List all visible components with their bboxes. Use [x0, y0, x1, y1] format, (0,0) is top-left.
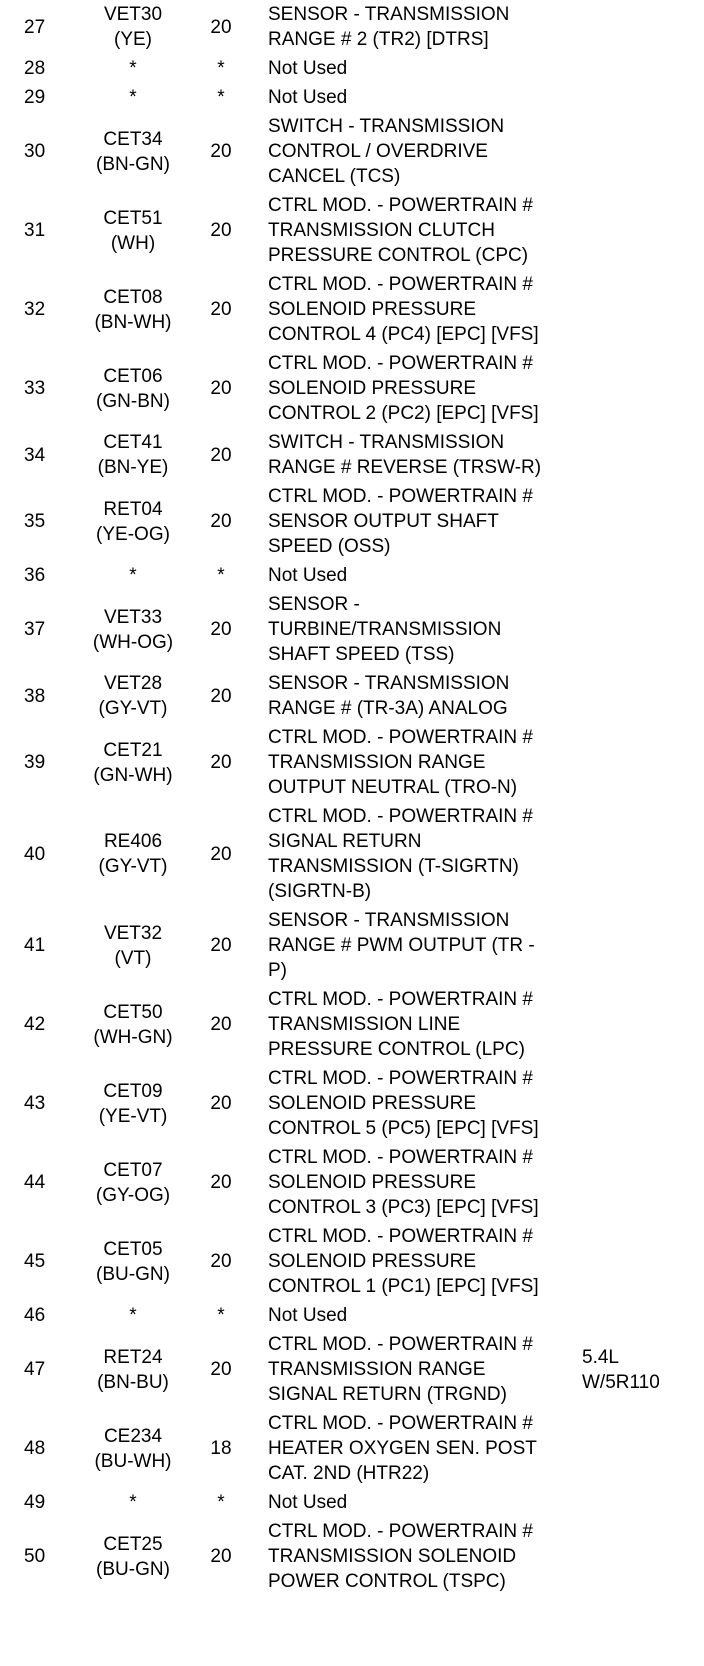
- note-line: W/5R110: [582, 1371, 660, 1393]
- option-note: [582, 590, 704, 669]
- function-line: CTRL MOD. - POWERTRAIN #: [268, 1068, 533, 1089]
- wire-color: (GY-VT): [98, 856, 168, 877]
- pin-row: [0, 54, 704, 83]
- pin-row: [0, 802, 704, 906]
- wire-gauge: 20: [210, 619, 232, 640]
- circuit-cell: [82, 482, 184, 561]
- function-line: SENSOR - TRANSMISSION: [268, 910, 510, 931]
- circuit-function: [258, 191, 582, 270]
- pin-row: [0, 1409, 704, 1488]
- pin-number: 27: [24, 16, 46, 38]
- function-line: SOLENOID PRESSURE: [268, 1172, 476, 1193]
- wire-gauge: 20: [210, 444, 232, 466]
- wire-color: (BU-WH): [94, 1450, 172, 1472]
- circuit-cell: [82, 428, 184, 482]
- function-line: SIGNAL RETURN (TRGND): [268, 1384, 507, 1405]
- wire-gauge: 20: [210, 935, 232, 956]
- option-note: [582, 1222, 704, 1301]
- circuit-id: *: [129, 87, 137, 108]
- circuit-cell: [82, 83, 184, 112]
- circuit-id: CET05: [103, 1238, 163, 1260]
- circuit-cell: [82, 191, 184, 270]
- circuit-cell: [82, 1488, 184, 1517]
- pin-row: [0, 1064, 704, 1143]
- wire-color: (BN-GN): [96, 153, 170, 175]
- function-line: CTRL MOD. - POWERTRAIN #: [268, 989, 533, 1010]
- option-note: [582, 428, 704, 482]
- circuit-id: CET08: [103, 286, 163, 308]
- function-line: CTRL MOD. - POWERTRAIN #: [268, 1521, 533, 1542]
- pin-row: [0, 723, 704, 802]
- pin-number: 38: [24, 685, 46, 707]
- circuit-id: CET25: [103, 1533, 163, 1555]
- circuit-cell: [82, 723, 184, 802]
- circuit-function: [258, 802, 582, 906]
- pin-number: 30: [24, 141, 46, 162]
- wire-gauge: 20: [210, 378, 232, 399]
- circuit-cell: [82, 906, 184, 985]
- function-line: CONTROL 1 (PC1) [EPC] [VFS]: [268, 1276, 539, 1297]
- function-line: CONTROL 5 (PC5) [EPC] [VFS]: [268, 1118, 539, 1139]
- circuit-id: CET34: [103, 128, 163, 150]
- function-line: SENSOR - TRANSMISSION: [268, 4, 510, 25]
- pin-row: [0, 191, 704, 270]
- option-note: [582, 112, 704, 191]
- function-line: CTRL MOD. - POWERTRAIN #: [268, 195, 533, 216]
- function-line: POWER CONTROL (TSPC): [268, 1571, 506, 1592]
- option-note: [582, 1064, 704, 1143]
- circuit-id: CET21: [103, 739, 163, 761]
- function-line: SOLENOID PRESSURE: [268, 299, 476, 320]
- pin-row: [0, 561, 704, 590]
- option-note: [582, 54, 704, 83]
- function-line: HEATER OXYGEN SEN. POST: [268, 1438, 537, 1459]
- note-line: 5.4L: [582, 1346, 619, 1368]
- wire-color: (WH): [110, 232, 156, 254]
- wire-gauge: *: [217, 1492, 225, 1513]
- pin-row: [0, 270, 704, 349]
- function-line: CTRL MOD. - POWERTRAIN #: [268, 353, 533, 374]
- wire-gauge: *: [217, 1305, 225, 1326]
- circuit-function: [258, 1409, 582, 1488]
- circuit-function: [258, 428, 582, 482]
- option-note: [582, 985, 704, 1064]
- pin-number: 40: [24, 843, 46, 865]
- option-note: [582, 270, 704, 349]
- circuit-function: [258, 112, 582, 191]
- wire-gauge: *: [217, 87, 225, 108]
- wire-color: (BU-GN): [96, 1263, 170, 1285]
- function-line: TURBINE/TRANSMISSION: [268, 619, 502, 640]
- wire-color: (GY-VT): [98, 698, 168, 719]
- wire-color: (BU-GN): [96, 1558, 170, 1580]
- option-note: [582, 191, 704, 270]
- circuit-id: RET24: [103, 1346, 163, 1368]
- pin-number: 28: [24, 58, 46, 79]
- wire-color: (VT): [114, 947, 152, 969]
- circuit-cell: [82, 112, 184, 191]
- circuit-id: RET04: [103, 498, 163, 520]
- circuit-id: *: [129, 565, 137, 586]
- pin-row: [0, 1222, 704, 1301]
- circuit-function: [258, 83, 582, 112]
- circuit-function: [258, 561, 582, 590]
- function-line: SWITCH - TRANSMISSION: [268, 432, 505, 453]
- wire-color: (YE-OG): [96, 523, 170, 545]
- wire-color: (BN-BU): [97, 1371, 169, 1393]
- option-note: [582, 723, 704, 802]
- circuit-function: [258, 723, 582, 802]
- function-line: SENSOR -: [268, 594, 360, 615]
- wire-color: (GN-BN): [96, 390, 170, 412]
- circuit-cell: [82, 349, 184, 428]
- circuit-id: *: [129, 58, 137, 79]
- function-line: SWITCH - TRANSMISSION: [268, 116, 505, 137]
- circuit-cell: [82, 1301, 184, 1330]
- function-line: P): [268, 960, 287, 981]
- wire-gauge: 20: [210, 843, 232, 865]
- wire-gauge: 20: [210, 220, 232, 241]
- circuit-function: [258, 985, 582, 1064]
- pin-row: [0, 590, 704, 669]
- pin-number: 48: [24, 1438, 46, 1459]
- pin-row: [0, 112, 704, 191]
- function-line: TRANSMISSION RANGE: [268, 752, 486, 773]
- wire-gauge: 20: [210, 299, 232, 320]
- circuit-function: [258, 482, 582, 561]
- circuit-cell: [82, 1409, 184, 1488]
- wire-gauge: 20: [210, 1359, 232, 1380]
- pin-number: 39: [24, 752, 46, 773]
- pin-number: 45: [24, 1251, 46, 1272]
- wire-gauge: 20: [210, 685, 232, 707]
- pin-row: [0, 1301, 704, 1330]
- pin-number: 46: [24, 1305, 46, 1326]
- pin-number: 35: [24, 511, 46, 532]
- circuit-id: CET09: [103, 1080, 163, 1102]
- option-note: [582, 1517, 704, 1596]
- option-note: [582, 669, 704, 723]
- circuit-function: [258, 590, 582, 669]
- function-line: OUTPUT NEUTRAL (TRO-N): [268, 777, 518, 798]
- option-note: [582, 802, 704, 906]
- circuit-cell: [82, 54, 184, 83]
- pin-row: [0, 1330, 704, 1409]
- circuit-id: CET07: [103, 1159, 163, 1181]
- pin-row: [0, 906, 704, 985]
- function-line: CONTROL 3 (PC3) [EPC] [VFS]: [268, 1197, 539, 1218]
- function-line: CTRL MOD. - POWERTRAIN #: [268, 1226, 533, 1247]
- circuit-function: [258, 349, 582, 428]
- pin-row: [0, 83, 704, 112]
- function-line: RANGE # (TR-3A) ANALOG: [268, 698, 508, 719]
- circuit-cell: [82, 1222, 184, 1301]
- pin-row: [0, 985, 704, 1064]
- circuit-function: [258, 1301, 582, 1330]
- circuit-cell: [82, 669, 184, 723]
- circuit-function: [258, 54, 582, 83]
- function-line: TRANSMISSION SOLENOID: [268, 1546, 517, 1567]
- circuit-function: [258, 1064, 582, 1143]
- circuit-cell: [82, 1330, 184, 1409]
- function-line: CONTROL 2 (PC2) [EPC] [VFS]: [268, 403, 539, 424]
- function-line: RANGE # PWM OUTPUT (TR -: [268, 935, 535, 956]
- function-line: SENSOR - TRANSMISSION: [268, 673, 510, 694]
- circuit-id: VET28: [103, 673, 163, 694]
- pin-number: 37: [24, 619, 46, 640]
- circuit-id: VET32: [103, 922, 163, 944]
- function-line: TRANSMISSION CLUTCH: [268, 220, 495, 241]
- option-note: [582, 83, 704, 112]
- function-line: SPEED (OSS): [268, 536, 391, 557]
- circuit-cell: [82, 1064, 184, 1143]
- wire-gauge: 20: [210, 16, 232, 38]
- pin-number: 32: [24, 299, 46, 320]
- circuit-id: CET41: [103, 432, 163, 453]
- option-note: [582, 906, 704, 985]
- circuit-id: CE234: [103, 1425, 163, 1447]
- pin-row: [0, 0, 704, 54]
- function-line: CONTROL / OVERDRIVE: [268, 141, 488, 162]
- circuit-function: [258, 1488, 582, 1517]
- wire-color: (BN-WH): [94, 311, 172, 333]
- wire-gauge: 20: [210, 752, 232, 773]
- circuit-function: [258, 1517, 582, 1596]
- option-note: [582, 1330, 704, 1409]
- function-line: SIGNAL RETURN: [268, 831, 422, 852]
- wire-gauge: 20: [210, 141, 232, 162]
- function-line: PRESSURE CONTROL (CPC): [268, 245, 529, 266]
- wire-gauge: 20: [210, 1093, 232, 1114]
- option-note: [582, 1301, 704, 1330]
- circuit-function: [258, 906, 582, 985]
- pin-row: [0, 428, 704, 482]
- function-line: Not Used: [268, 1492, 348, 1513]
- pin-number: 42: [24, 1014, 46, 1035]
- function-line: SHAFT SPEED (TSS): [268, 644, 455, 665]
- circuit-id: CET51: [103, 207, 163, 229]
- option-note: [582, 482, 704, 561]
- wire-color: (YE): [114, 29, 152, 50]
- function-line: TRANSMISSION LINE: [268, 1014, 461, 1035]
- pin-number: 50: [24, 1546, 46, 1567]
- circuit-cell: [82, 1517, 184, 1596]
- circuit-cell: [82, 985, 184, 1064]
- wire-color: (GN-WH): [93, 764, 173, 786]
- circuit-function: [258, 1222, 582, 1301]
- option-note: [582, 1143, 704, 1222]
- wire-gauge: 18: [210, 1438, 232, 1459]
- circuit-cell: [82, 590, 184, 669]
- function-line: CTRL MOD. - POWERTRAIN #: [268, 806, 533, 827]
- pin-row: [0, 1143, 704, 1222]
- pin-number: 44: [24, 1172, 46, 1193]
- option-note: [582, 1488, 704, 1517]
- function-line: CONTROL 4 (PC4) [EPC] [VFS]: [268, 324, 539, 345]
- circuit-id: VET30: [103, 4, 163, 25]
- circuit-cell: [82, 0, 184, 54]
- wire-color: (YE-VT): [98, 1105, 168, 1127]
- circuit-cell: [82, 270, 184, 349]
- pin-row: [0, 482, 704, 561]
- wire-color: (GY-OG): [95, 1184, 171, 1206]
- circuit-cell: [82, 1143, 184, 1222]
- circuit-cell: [82, 802, 184, 906]
- pin-number: 43: [24, 1093, 46, 1114]
- function-line: SOLENOID PRESSURE: [268, 1093, 476, 1114]
- function-line: TRANSMISSION (T-SIGRTN): [268, 856, 519, 877]
- pin-row: [0, 1517, 704, 1596]
- circuit-function: [258, 669, 582, 723]
- function-line: Not Used: [268, 58, 348, 79]
- circuit-id: *: [129, 1305, 137, 1326]
- pin-number: 29: [24, 87, 46, 108]
- pin-number: 34: [24, 444, 46, 466]
- function-line: CTRL MOD. - POWERTRAIN #: [268, 1413, 533, 1434]
- option-note: [582, 0, 704, 54]
- wire-gauge: 20: [210, 1014, 232, 1035]
- function-line: Not Used: [268, 565, 348, 586]
- pin-number: 41: [24, 935, 46, 956]
- wire-gauge: *: [217, 565, 225, 586]
- function-line: PRESSURE CONTROL (LPC): [268, 1039, 525, 1060]
- function-line: SENSOR OUTPUT SHAFT: [268, 511, 499, 532]
- circuit-function: [258, 1330, 582, 1409]
- circuit-function: [258, 1143, 582, 1222]
- pin-number: 36: [24, 565, 46, 586]
- pin-number: 31: [24, 220, 46, 241]
- wire-gauge: 20: [210, 511, 232, 532]
- wire-color: (BN-YE): [97, 457, 169, 478]
- function-line: CTRL MOD. - POWERTRAIN #: [268, 1334, 533, 1355]
- function-line: CAT. 2ND (HTR22): [268, 1463, 430, 1484]
- circuit-id: VET33: [103, 606, 163, 628]
- pin-row: [0, 1488, 704, 1517]
- function-line: CTRL MOD. - POWERTRAIN #: [268, 1147, 533, 1168]
- function-line: Not Used: [268, 1305, 348, 1326]
- wire-gauge: 20: [210, 1251, 232, 1272]
- option-note: [582, 561, 704, 590]
- pin-number: 47: [24, 1359, 46, 1380]
- circuit-cell: [82, 561, 184, 590]
- pin-number: 49: [24, 1492, 46, 1513]
- pin-row: [0, 669, 704, 723]
- function-line: CTRL MOD. - POWERTRAIN #: [268, 727, 533, 748]
- option-note: [582, 1409, 704, 1488]
- function-line: RANGE # REVERSE (TRSW-R): [268, 457, 542, 478]
- circuit-id: RE406: [103, 831, 163, 852]
- wire-gauge: *: [217, 58, 225, 79]
- function-line: RANGE # 2 (TR2) [DTRS]: [268, 29, 489, 50]
- function-line: TRANSMISSION RANGE: [268, 1359, 486, 1380]
- circuit-id: CET06: [103, 365, 163, 387]
- function-line: CTRL MOD. - POWERTRAIN #: [268, 274, 533, 295]
- function-line: CANCEL (TCS): [268, 166, 401, 187]
- circuit-id: *: [129, 1492, 137, 1513]
- function-line: CTRL MOD. - POWERTRAIN #: [268, 486, 533, 507]
- function-line: SOLENOID PRESSURE: [268, 1251, 476, 1272]
- circuit-id: CET50: [103, 1001, 163, 1023]
- pin-row: [0, 349, 704, 428]
- option-note: [582, 349, 704, 428]
- wire-color: (WH-OG): [92, 631, 174, 653]
- function-line: SOLENOID PRESSURE: [268, 378, 476, 399]
- pin-number: 33: [24, 378, 46, 399]
- wire-gauge: 20: [210, 1546, 232, 1567]
- wire-gauge: 20: [210, 1172, 232, 1193]
- function-line: (SIGRTN-B): [268, 881, 372, 902]
- circuit-function: [258, 0, 582, 54]
- function-line: Not Used: [268, 87, 348, 108]
- circuit-function: [258, 270, 582, 349]
- wire-color: (WH-GN): [93, 1026, 173, 1048]
